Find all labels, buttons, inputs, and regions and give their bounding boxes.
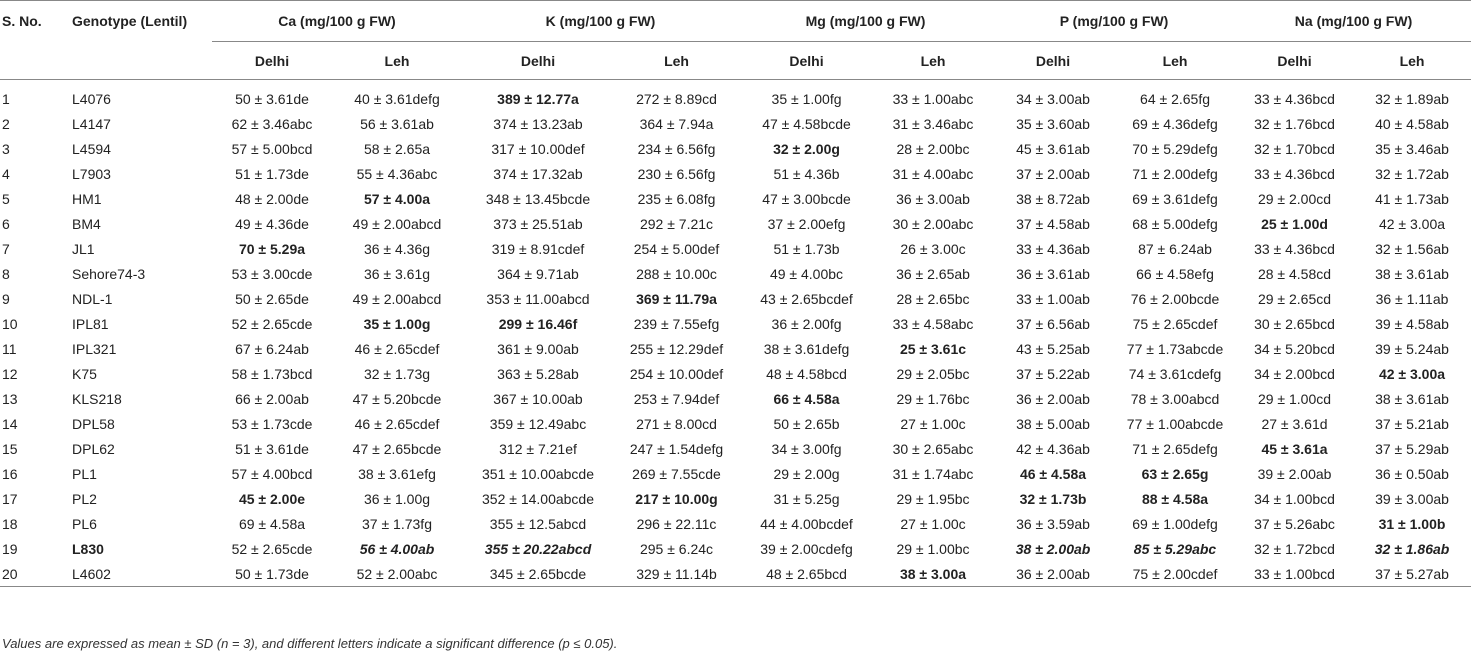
table-row: [0, 536, 1471, 561]
value-cell: 39 ± 4.58ab: [1375, 315, 1449, 332]
value-cell: 32 ± 1.72ab: [1375, 165, 1449, 182]
p-delhi-header: Delhi: [1035, 52, 1071, 69]
value-cell: 28 ± 2.00bc: [896, 140, 970, 157]
na-leh-header: Leh: [1399, 52, 1425, 69]
genotype-cell: HM1: [72, 190, 102, 207]
value-cell: 42 ± 3.00a: [1378, 365, 1446, 382]
value-cell: 47 ± 5.20bcde: [352, 390, 442, 407]
value-cell: 53 ± 3.00cde: [231, 265, 313, 282]
value-cell: 33 ± 1.00ab: [1016, 290, 1090, 307]
value-cell: 359 ± 12.49abc: [489, 415, 587, 432]
value-cell: 58 ± 1.73bcd: [231, 365, 313, 382]
row-number: 16: [2, 465, 18, 482]
value-cell: 71 ± 2.00defg: [1132, 165, 1218, 182]
k-group-header: K (mg/100 g FW): [462, 1, 739, 42]
value-cell: 38 ± 2.00ab: [1015, 540, 1091, 557]
table-row: [0, 461, 1471, 486]
table-row: [0, 336, 1471, 361]
value-cell: 75 ± 2.00cdef: [1114, 561, 1236, 587]
value-cell: 33 ± 4.58abc: [892, 315, 974, 332]
value-cell: 34 ± 3.00fg: [771, 440, 842, 457]
value-cell: 32 ± 1.76bcd: [1254, 115, 1335, 132]
value-cell: 29 ± 2.05bc: [896, 365, 970, 382]
genotype-cell: DPL62: [72, 440, 115, 457]
value-cell: 45 ± 3.61a: [1261, 440, 1328, 457]
value-cell: 29 ± 2.00cd: [1257, 190, 1332, 207]
value-cell: 363 ± 5.28ab: [497, 365, 579, 382]
value-cell: 312 ± 7.21ef: [499, 440, 577, 457]
value-cell: 33 ± 4.36bcd: [1254, 90, 1335, 107]
value-cell: 27 ± 3.61d: [1261, 415, 1328, 432]
value-cell: 76 ± 2.00bcde: [1130, 290, 1220, 307]
value-cell: 373 ± 25.51ab: [493, 215, 583, 232]
value-cell: 36 ± 2.00ab: [992, 561, 1114, 587]
table-row: [0, 211, 1471, 236]
row-number: 7: [2, 240, 10, 257]
table-row: [0, 236, 1471, 261]
value-cell: 34 ± 5.20bcd: [1254, 340, 1335, 357]
table-row: [0, 186, 1471, 211]
value-cell: 63 ± 2.65g: [1141, 465, 1209, 482]
value-cell: 41 ± 1.73ab: [1375, 190, 1449, 207]
row-number: 3: [2, 140, 10, 157]
value-cell: 352 ± 14.00abcde: [482, 490, 594, 507]
value-cell: 37 ± 5.29ab: [1375, 440, 1449, 457]
value-cell: 70 ± 5.29a: [238, 240, 306, 257]
ca-group-header: Ca (mg/100 g FW): [212, 1, 462, 42]
value-cell: 39 ± 5.24ab: [1375, 340, 1449, 357]
value-cell: 46 ± 2.65cdef: [354, 340, 440, 357]
value-cell: 295 ± 6.24c: [639, 540, 714, 557]
value-cell: 38 ± 3.61defg: [763, 340, 850, 357]
row-number: 10: [2, 315, 18, 332]
value-cell: 35 ± 1.00g: [363, 315, 431, 332]
p-group-header: P (mg/100 g FW): [992, 1, 1236, 42]
value-cell: 66 ± 2.00ab: [235, 390, 309, 407]
value-cell: 353 ± 11.00abcd: [486, 290, 590, 307]
value-cell: 52 ± 2.65cde: [231, 540, 313, 557]
value-cell: 355 ± 20.22abcd: [484, 540, 592, 557]
value-cell: 51 ± 1.73b: [773, 240, 840, 257]
value-cell: 55 ± 4.36abc: [356, 165, 438, 182]
value-cell: 32 ± 1.70bcd: [1254, 140, 1335, 157]
value-cell: 49 ± 4.00bc: [769, 265, 844, 282]
value-cell: 85 ± 5.29abc: [1133, 540, 1217, 557]
row-number: 14: [2, 415, 18, 432]
row-number: 19: [2, 540, 18, 557]
value-cell: 29 ± 2.00g: [773, 465, 840, 482]
value-cell: 253 ± 7.94def: [633, 390, 720, 407]
k-leh-header: Leh: [664, 52, 689, 69]
value-cell: 78 ± 3.00abcd: [1130, 390, 1220, 407]
row-number: 1: [2, 90, 10, 107]
value-cell: 62 ± 3.46abc: [231, 115, 313, 132]
value-cell: 31 ± 5.25g: [773, 490, 840, 507]
value-cell: 31 ± 1.74abc: [892, 465, 974, 482]
value-cell: 299 ± 16.46f: [498, 315, 578, 332]
value-cell: 255 ± 12.29def: [629, 340, 724, 357]
p-leh-header: Leh: [1162, 52, 1188, 69]
genotype-cell: L4147: [72, 115, 111, 132]
value-cell: 31 ± 3.46abc: [892, 115, 974, 132]
table-row: [0, 561, 1471, 587]
value-cell: 49 ± 4.36de: [235, 215, 309, 232]
value-cell: 374 ± 17.32ab: [493, 165, 583, 182]
value-cell: 48 ± 2.00de: [235, 190, 309, 207]
value-cell: 70 ± 5.29defg: [1132, 140, 1218, 157]
value-cell: 36 ± 4.36g: [363, 240, 431, 257]
row-number: 9: [2, 290, 10, 307]
value-cell: 30 ± 2.00abc: [892, 215, 974, 232]
value-cell: 71 ± 2.65defg: [1132, 440, 1218, 457]
value-cell: 364 ± 9.71ab: [497, 265, 579, 282]
value-cell: 329 ± 11.14b: [614, 561, 739, 587]
value-cell: 374 ± 13.23ab: [493, 115, 583, 132]
table-row: [0, 311, 1471, 336]
value-cell: 52 ± 2.65cde: [231, 315, 313, 332]
value-cell: 31 ± 1.00b: [1378, 515, 1446, 532]
table-row: [0, 261, 1471, 286]
value-cell: 29 ± 1.76bc: [896, 390, 970, 407]
row-number: 15: [2, 440, 18, 457]
ca-delhi-header: Delhi: [254, 52, 290, 69]
mg-leh-header: Leh: [920, 52, 946, 69]
table-row: [0, 486, 1471, 511]
value-cell: 57 ± 5.00bcd: [231, 140, 313, 157]
genotype-cell: PL1: [72, 465, 97, 482]
genotype-cell: DPL58: [72, 415, 115, 432]
value-cell: 38 ± 3.61ab: [1375, 390, 1449, 407]
value-cell: 37 ± 4.58ab: [1016, 215, 1090, 232]
value-cell: 32 ± 1.72bcd: [1254, 540, 1335, 557]
value-cell: 28 ± 4.58cd: [1257, 265, 1332, 282]
value-cell: 51 ± 1.73de: [235, 165, 309, 182]
genotype-cell: IPL81: [72, 315, 109, 332]
na-group-header: Na (mg/100 g FW): [1236, 1, 1471, 42]
value-cell: 369 ± 11.79a: [636, 290, 717, 307]
value-cell: 36 ± 2.00fg: [771, 315, 842, 332]
value-cell: 37 ± 6.56ab: [1016, 315, 1090, 332]
table-row: [0, 436, 1471, 461]
value-cell: 35 ± 3.46ab: [1375, 140, 1449, 157]
genotype-cell: KLS218: [72, 390, 122, 407]
value-cell: 45 ± 2.00e: [238, 490, 306, 507]
k-delhi-header: Delhi: [520, 52, 556, 69]
header-row-locations: [0, 42, 1471, 80]
genotype-cell: L4602: [70, 561, 212, 587]
value-cell: 66 ± 4.58efg: [1136, 265, 1214, 282]
value-cell: 319 ± 8.91cdef: [491, 240, 585, 257]
table-footnote: Values are expressed as mean ± SD (n = 3), and different letters indicate a significant difference (p ≤ 0.05).: [2, 636, 618, 651]
value-cell: 68 ± 5.00defg: [1132, 215, 1218, 232]
value-cell: 48 ± 2.65bcd: [739, 561, 874, 587]
value-cell: 36 ± 2.65ab: [896, 265, 970, 282]
value-cell: 74 ± 3.61cdefg: [1128, 365, 1222, 382]
value-cell: 64 ± 2.65fg: [1140, 90, 1210, 107]
mg-group-header: Mg (mg/100 g FW): [739, 1, 992, 42]
value-cell: 50 ± 2.65de: [235, 290, 309, 307]
value-cell: 66 ± 4.58a: [773, 390, 840, 407]
value-cell: 33 ± 4.36bcd: [1254, 165, 1335, 182]
value-cell: 77 ± 1.73abcde: [1126, 340, 1224, 357]
genotype-cell: L4594: [72, 140, 111, 157]
value-cell: 36 ± 1.11ab: [1375, 290, 1449, 307]
value-cell: 49 ± 2.00abcd: [352, 215, 442, 232]
value-cell: 32 ± 1.73g: [363, 365, 431, 382]
value-cell: 40 ± 3.61defg: [354, 90, 440, 107]
genotype-cell: Sehore74-3: [72, 265, 146, 282]
row-number: 8: [2, 265, 10, 282]
value-cell: 32 ± 1.89ab: [1375, 90, 1449, 107]
value-cell: 348 ± 13.45bcde: [485, 190, 591, 207]
value-cell: 29 ± 1.00bc: [896, 540, 970, 557]
value-cell: 29 ± 1.00cd: [1257, 390, 1332, 407]
value-cell: 235 ± 6.08fg: [637, 190, 716, 207]
genotype-cell: L830: [72, 540, 104, 557]
value-cell: 52 ± 2.00abc: [332, 561, 462, 587]
value-cell: 25 ± 3.61c: [899, 340, 967, 357]
value-cell: 50 ± 3.61de: [235, 90, 309, 107]
value-cell: 42 ± 3.00a: [1378, 215, 1446, 232]
value-cell: 49 ± 2.00abcd: [352, 290, 442, 307]
row-number: 18: [2, 515, 18, 532]
row-number: 5: [2, 190, 10, 207]
value-cell: 317 ± 10.00def: [491, 140, 585, 157]
value-cell: 271 ± 8.00cd: [636, 415, 717, 432]
value-cell: 38 ± 3.61efg: [358, 465, 436, 482]
value-cell: 30 ± 2.65abc: [892, 440, 974, 457]
value-cell: 36 ± 3.59ab: [1016, 515, 1090, 532]
value-cell: 51 ± 3.61de: [235, 440, 309, 457]
mg-delhi-header: Delhi: [789, 52, 824, 69]
value-cell: 69 ± 1.00defg: [1132, 515, 1218, 532]
value-cell: 47 ± 4.58bcde: [762, 115, 851, 132]
value-cell: 47 ± 3.00bcde: [762, 190, 851, 207]
value-cell: 44 ± 4.00bcdef: [760, 515, 853, 532]
value-cell: 33 ± 4.36bcd: [1254, 240, 1335, 257]
value-cell: 33 ± 1.00bcd: [1236, 561, 1353, 587]
value-cell: 87 ± 6.24ab: [1138, 240, 1212, 257]
value-cell: 37 ± 2.00ab: [1016, 165, 1090, 182]
value-cell: 36 ± 3.61g: [363, 265, 431, 282]
value-cell: 33 ± 1.00abc: [892, 90, 974, 107]
value-cell: 42 ± 4.36ab: [1016, 440, 1090, 457]
value-cell: 272 ± 8.89cd: [636, 90, 717, 107]
table-row: [0, 161, 1471, 186]
value-cell: 43 ± 5.25ab: [1016, 340, 1090, 357]
table-row: [0, 511, 1471, 536]
value-cell: 57 ± 4.00a: [363, 190, 431, 207]
value-cell: 38 ± 3.61ab: [1375, 265, 1449, 282]
row-number: 17: [2, 490, 18, 507]
value-cell: 389 ± 12.77a: [497, 90, 579, 107]
table-body: [0, 86, 1471, 587]
genotype-cell: K75: [72, 365, 97, 382]
value-cell: 50 ± 1.73de: [212, 561, 332, 587]
value-cell: 345 ± 2.65bcde: [462, 561, 614, 587]
value-cell: 36 ± 3.61ab: [1016, 265, 1090, 282]
value-cell: 25 ± 1.00d: [1261, 215, 1328, 232]
value-cell: 32 ± 2.00g: [773, 140, 840, 157]
value-cell: 53 ± 1.73cde: [231, 415, 313, 432]
value-cell: 367 ± 10.00ab: [493, 390, 583, 407]
value-cell: 361 ± 9.00ab: [497, 340, 579, 357]
value-cell: 34 ± 1.00bcd: [1254, 490, 1335, 507]
value-cell: 35 ± 3.60ab: [1016, 115, 1090, 132]
genotype-cell: L4076: [72, 90, 111, 107]
table-row: [0, 411, 1471, 436]
table-row: [0, 386, 1471, 411]
value-cell: 239 ± 7.55efg: [633, 315, 720, 332]
value-cell: 43 ± 2.65bcdef: [760, 290, 853, 307]
genotype-cell: PL2: [72, 490, 97, 507]
value-cell: 29 ± 2.65cd: [1257, 290, 1332, 307]
value-cell: 77 ± 1.00abcde: [1126, 415, 1224, 432]
value-cell: 37 ± 2.00efg: [767, 215, 846, 232]
value-cell: 33 ± 4.36ab: [1016, 240, 1090, 257]
value-cell: 29 ± 1.95bc: [896, 490, 970, 507]
value-cell: 39 ± 2.00cdefg: [760, 540, 853, 557]
value-cell: 67 ± 6.24ab: [235, 340, 309, 357]
value-cell: 38 ± 8.72ab: [1016, 190, 1090, 207]
value-cell: 32 ± 1.86ab: [1374, 540, 1450, 557]
genotype-cell: PL6: [72, 515, 97, 532]
value-cell: 69 ± 4.58a: [238, 515, 306, 532]
genotype-cell: BM4: [72, 215, 101, 232]
value-cell: 58 ± 2.65a: [363, 140, 431, 157]
value-cell: 37 ± 5.21ab: [1375, 415, 1449, 432]
value-cell: 355 ± 12.5abcd: [489, 515, 587, 532]
value-cell: 36 ± 0.50ab: [1375, 465, 1449, 482]
value-cell: 37 ± 5.22ab: [1016, 365, 1090, 382]
value-cell: 351 ± 10.00abcde: [482, 465, 594, 482]
table-row: [0, 286, 1471, 311]
value-cell: 364 ± 7.94a: [639, 115, 714, 132]
value-cell: 35 ± 1.00fg: [771, 90, 842, 107]
genotype-cell: IPL321: [72, 340, 117, 357]
table-row: [0, 361, 1471, 386]
value-cell: 26 ± 3.00c: [900, 240, 966, 257]
table-row: [0, 136, 1471, 161]
value-cell: 56 ± 3.61ab: [360, 115, 434, 132]
sno-header: S. No.: [2, 13, 42, 29]
value-cell: 254 ± 10.00def: [629, 365, 724, 382]
value-cell: 75 ± 2.65cdef: [1132, 315, 1218, 332]
value-cell: 48 ± 4.58bcd: [766, 365, 847, 382]
value-cell: 38 ± 5.00ab: [1016, 415, 1090, 432]
value-cell: 288 ± 10.00c: [636, 265, 717, 282]
row-number: 2: [2, 115, 10, 132]
value-cell: 37 ± 5.26abc: [1254, 515, 1335, 532]
value-cell: 36 ± 1.00g: [363, 490, 431, 507]
value-cell: 46 ± 4.58a: [1019, 465, 1087, 482]
table-row: [0, 86, 1471, 111]
row-number: 11: [2, 340, 17, 357]
value-cell: 36 ± 2.00ab: [1016, 390, 1090, 407]
value-cell: 88 ± 4.58a: [1141, 490, 1209, 507]
genotype-cell: JL1: [72, 240, 95, 257]
value-cell: 292 ± 7.21c: [639, 215, 714, 232]
value-cell: 45 ± 3.61ab: [1016, 140, 1090, 157]
table-row: [0, 111, 1471, 136]
value-cell: 37 ± 1.73fg: [362, 515, 432, 532]
value-cell: 230 ± 6.56fg: [637, 165, 716, 182]
value-cell: 269 ± 7.55cde: [632, 465, 721, 482]
value-cell: 69 ± 3.61defg: [1132, 190, 1218, 207]
value-cell: 30 ± 2.65bcd: [1254, 315, 1335, 332]
value-cell: 32 ± 1.73b: [1019, 490, 1087, 507]
genotype-header: Genotype (Lentil): [72, 13, 188, 29]
value-cell: 247 ± 1.54defg: [629, 440, 724, 457]
value-cell: 39 ± 3.00ab: [1375, 490, 1449, 507]
value-cell: 34 ± 2.00bcd: [1254, 365, 1335, 382]
value-cell: 57 ± 4.00bcd: [231, 465, 313, 482]
value-cell: 27 ± 1.00c: [900, 515, 966, 532]
value-cell: 32 ± 1.56ab: [1375, 240, 1449, 257]
value-cell: 254 ± 5.00def: [633, 240, 720, 257]
na-delhi-header: Delhi: [1277, 52, 1312, 69]
value-cell: 37 ± 5.27ab: [1353, 561, 1471, 587]
genotype-cell: NDL-1: [72, 290, 113, 307]
row-number: 6: [2, 215, 10, 232]
value-cell: 40 ± 4.58ab: [1375, 115, 1449, 132]
value-cell: 69 ± 4.36defg: [1132, 115, 1218, 132]
row-number: 4: [2, 165, 10, 182]
value-cell: 34 ± 3.00ab: [1016, 90, 1090, 107]
row-number: 20: [0, 561, 70, 587]
value-cell: 38 ± 3.00a: [874, 561, 992, 587]
value-cell: 47 ± 2.65bcde: [352, 440, 442, 457]
row-number: 13: [2, 390, 18, 407]
value-cell: 31 ± 4.00abc: [892, 165, 974, 182]
genotype-cell: L7903: [72, 165, 111, 182]
value-cell: 46 ± 2.65cdef: [354, 415, 440, 432]
row-number: 12: [2, 365, 18, 382]
value-cell: 28 ± 2.65bc: [896, 290, 970, 307]
ca-leh-header: Leh: [384, 52, 410, 69]
value-cell: 27 ± 1.00c: [900, 415, 966, 432]
value-cell: 36 ± 3.00ab: [896, 190, 970, 207]
value-cell: 51 ± 4.36b: [773, 165, 840, 182]
value-cell: 234 ± 6.56fg: [637, 140, 716, 157]
value-cell: 50 ± 2.65b: [773, 415, 840, 432]
value-cell: 217 ± 10.00g: [635, 490, 718, 507]
value-cell: 39 ± 2.00ab: [1257, 465, 1332, 482]
value-cell: 56 ± 4.00ab: [359, 540, 435, 557]
value-cell: 296 ± 22.11c: [636, 515, 717, 532]
header-row-groups: [0, 1, 1471, 42]
